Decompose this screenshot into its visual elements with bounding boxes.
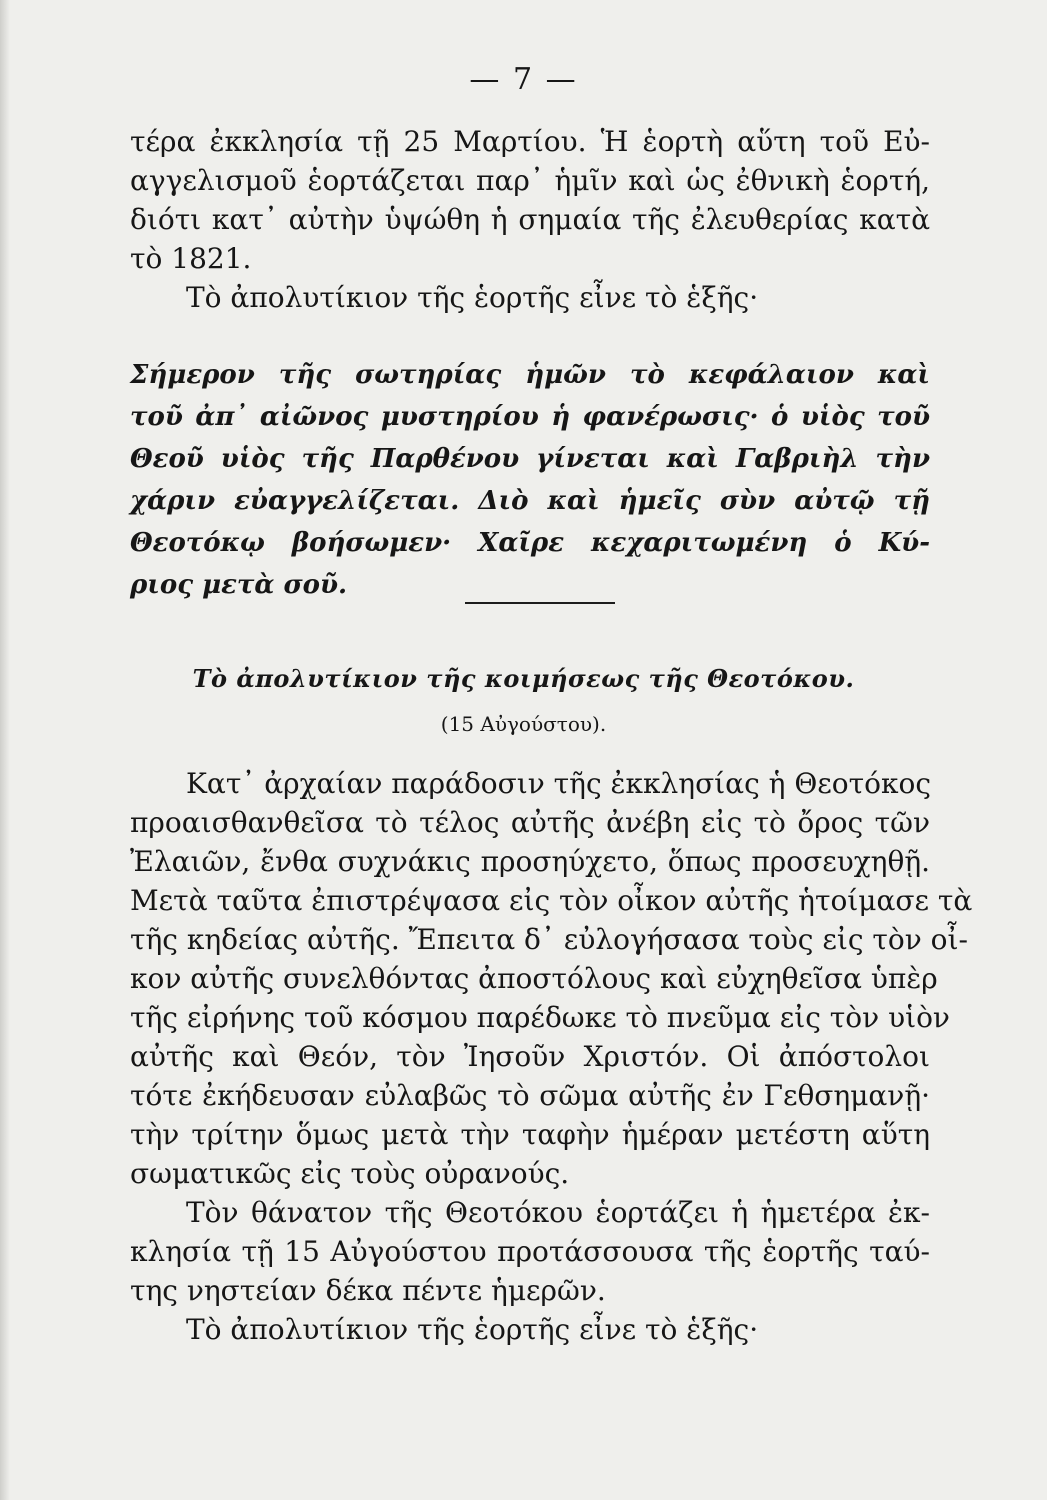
hymn-line: ριος μετὰ σοῦ. bbox=[130, 570, 348, 600]
hymn-line: Θεοῦ υἱὸς τῆς Παρθένου γίνεται καὶ Γαβριὴλ τὴν bbox=[130, 444, 930, 474]
text-line: αγγελισμοῦ ἑορτάζεται παρ᾽ ἡμῖν καὶ ὡς ἐθνικὴ ἑορτή, bbox=[130, 164, 930, 197]
text-line: τῆς εἰρήνης τοῦ κόσμου παρέδωκε τὸ πνεῦμα εἰς τὸν υἱὸν bbox=[130, 1001, 950, 1034]
hymn-line: Σήμερον τῆς σωτηρίας ἡμῶν τὸ κεφάλαιον καὶ bbox=[130, 360, 930, 390]
text-line: τέρα ἐκκλησία τῇ 25 Μαρτίου. Ἡ ἑορτὴ αὕτη τοῦ Εὐ- bbox=[130, 125, 930, 158]
text-line: αὐτῆς καὶ Θεόν, τὸν Ἰησοῦν Χριστόν. Οἱ ἀπόστολοι bbox=[130, 1040, 930, 1073]
text-line: τότε ἐκήδευσαν εὐλαβῶς τὸ σῶμα αὐτῆς ἐν Γεθσημανῇ· bbox=[130, 1079, 930, 1112]
text-line: Τὸν θάνατον τῆς Θεοτόκου ἑορτάζει ἡ ἡμετέρα ἐκ- bbox=[186, 1196, 930, 1229]
hymn-line: Θεοτόκῳ βοήσωμεν· Χαῖρε κεχαριτωμένη ὁ Κύ- bbox=[130, 528, 930, 558]
section-date: (15 Αὐγούστου). bbox=[440, 712, 607, 736]
apolytikion-intro: Τὸ ἀπολυτίκιον τῆς ἑορτῆς εἶνε τὸ ἑξῆς· bbox=[186, 281, 759, 314]
text-line: της νηστείαν δέκα πέντε ἡμερῶν. bbox=[130, 1274, 606, 1307]
apolytikion-intro: Τὸ ἀπολυτίκιον τῆς ἑορτῆς εἶνε τὸ ἑξῆς· bbox=[186, 1313, 759, 1346]
text-line: σωματικῶς εἰς τοὺς οὐρανούς. bbox=[130, 1157, 570, 1190]
hymn-annunciation bbox=[130, 354, 930, 606]
text-line: προαισθανθεῖσα τὸ τέλος αὐτῆς ἀνέβη εἰς τὸ ὄρος τῶν bbox=[130, 806, 930, 839]
text-line: τὸ 1821. bbox=[130, 242, 252, 275]
page-number: — 7 — bbox=[469, 62, 578, 97]
text-line: τῆς κηδείας αὐτῆς. Ἔπειτα δ᾽ εὐλογήσασα τοὺς εἰς τὸν οἶ- bbox=[130, 923, 968, 956]
text-line: τὴν τρίτην ὅμως μετὰ τὴν ταφὴν ἡμέραν μετέστη αὕτη bbox=[130, 1118, 930, 1151]
section-divider bbox=[465, 602, 615, 604]
hymn-line: τοῦ ἀπ᾽ αἰῶνος μυστηρίου ἡ φανέρωσις· ὁ υἱὸς τοῦ bbox=[130, 402, 930, 432]
hymn-line: χάριν εὐαγγελίζεται. Διὸ καὶ ἡμεῖς σὺν αὐτῷ τῇ bbox=[130, 486, 930, 516]
paragraph-annunciation bbox=[130, 122, 930, 317]
text-line: Κατ᾽ ἀρχαίαν παράδοσιν τῆς ἐκκλησίας ἡ Θεοτόκος bbox=[186, 767, 932, 800]
text-line: κλησία τῇ 15 Αὐγούστου προτάσσουσα τῆς ἑορτῆς ταύ- bbox=[130, 1235, 930, 1268]
text-line: Ἐλαιῶν, ἔνθα συχνάκις προσηύχετο, ὅπως προσευχηθῇ. bbox=[130, 845, 930, 878]
paragraph-dormition bbox=[130, 764, 973, 1349]
text-line: Μετὰ ταῦτα ἐπιστρέψασα εἰς τὸν οἶκον αὐτῆς ἡτοίμασε τὰ bbox=[130, 884, 973, 917]
page-binding-edge bbox=[0, 0, 10, 1500]
text-line: κον αὐτῆς συνελθόντας ἀποστόλους καὶ εὐχηθεῖσα ὑπὲρ bbox=[130, 962, 938, 995]
section-title: Τὸ ἀπολυτίκιον τῆς κοιμήσεως τῆς Θεοτόκου. bbox=[192, 664, 855, 693]
text-line: διότι κατ᾽ αὐτὴν ὑψώθη ἡ σημαία τῆς ἐλευθερίας κατὰ bbox=[130, 203, 930, 236]
